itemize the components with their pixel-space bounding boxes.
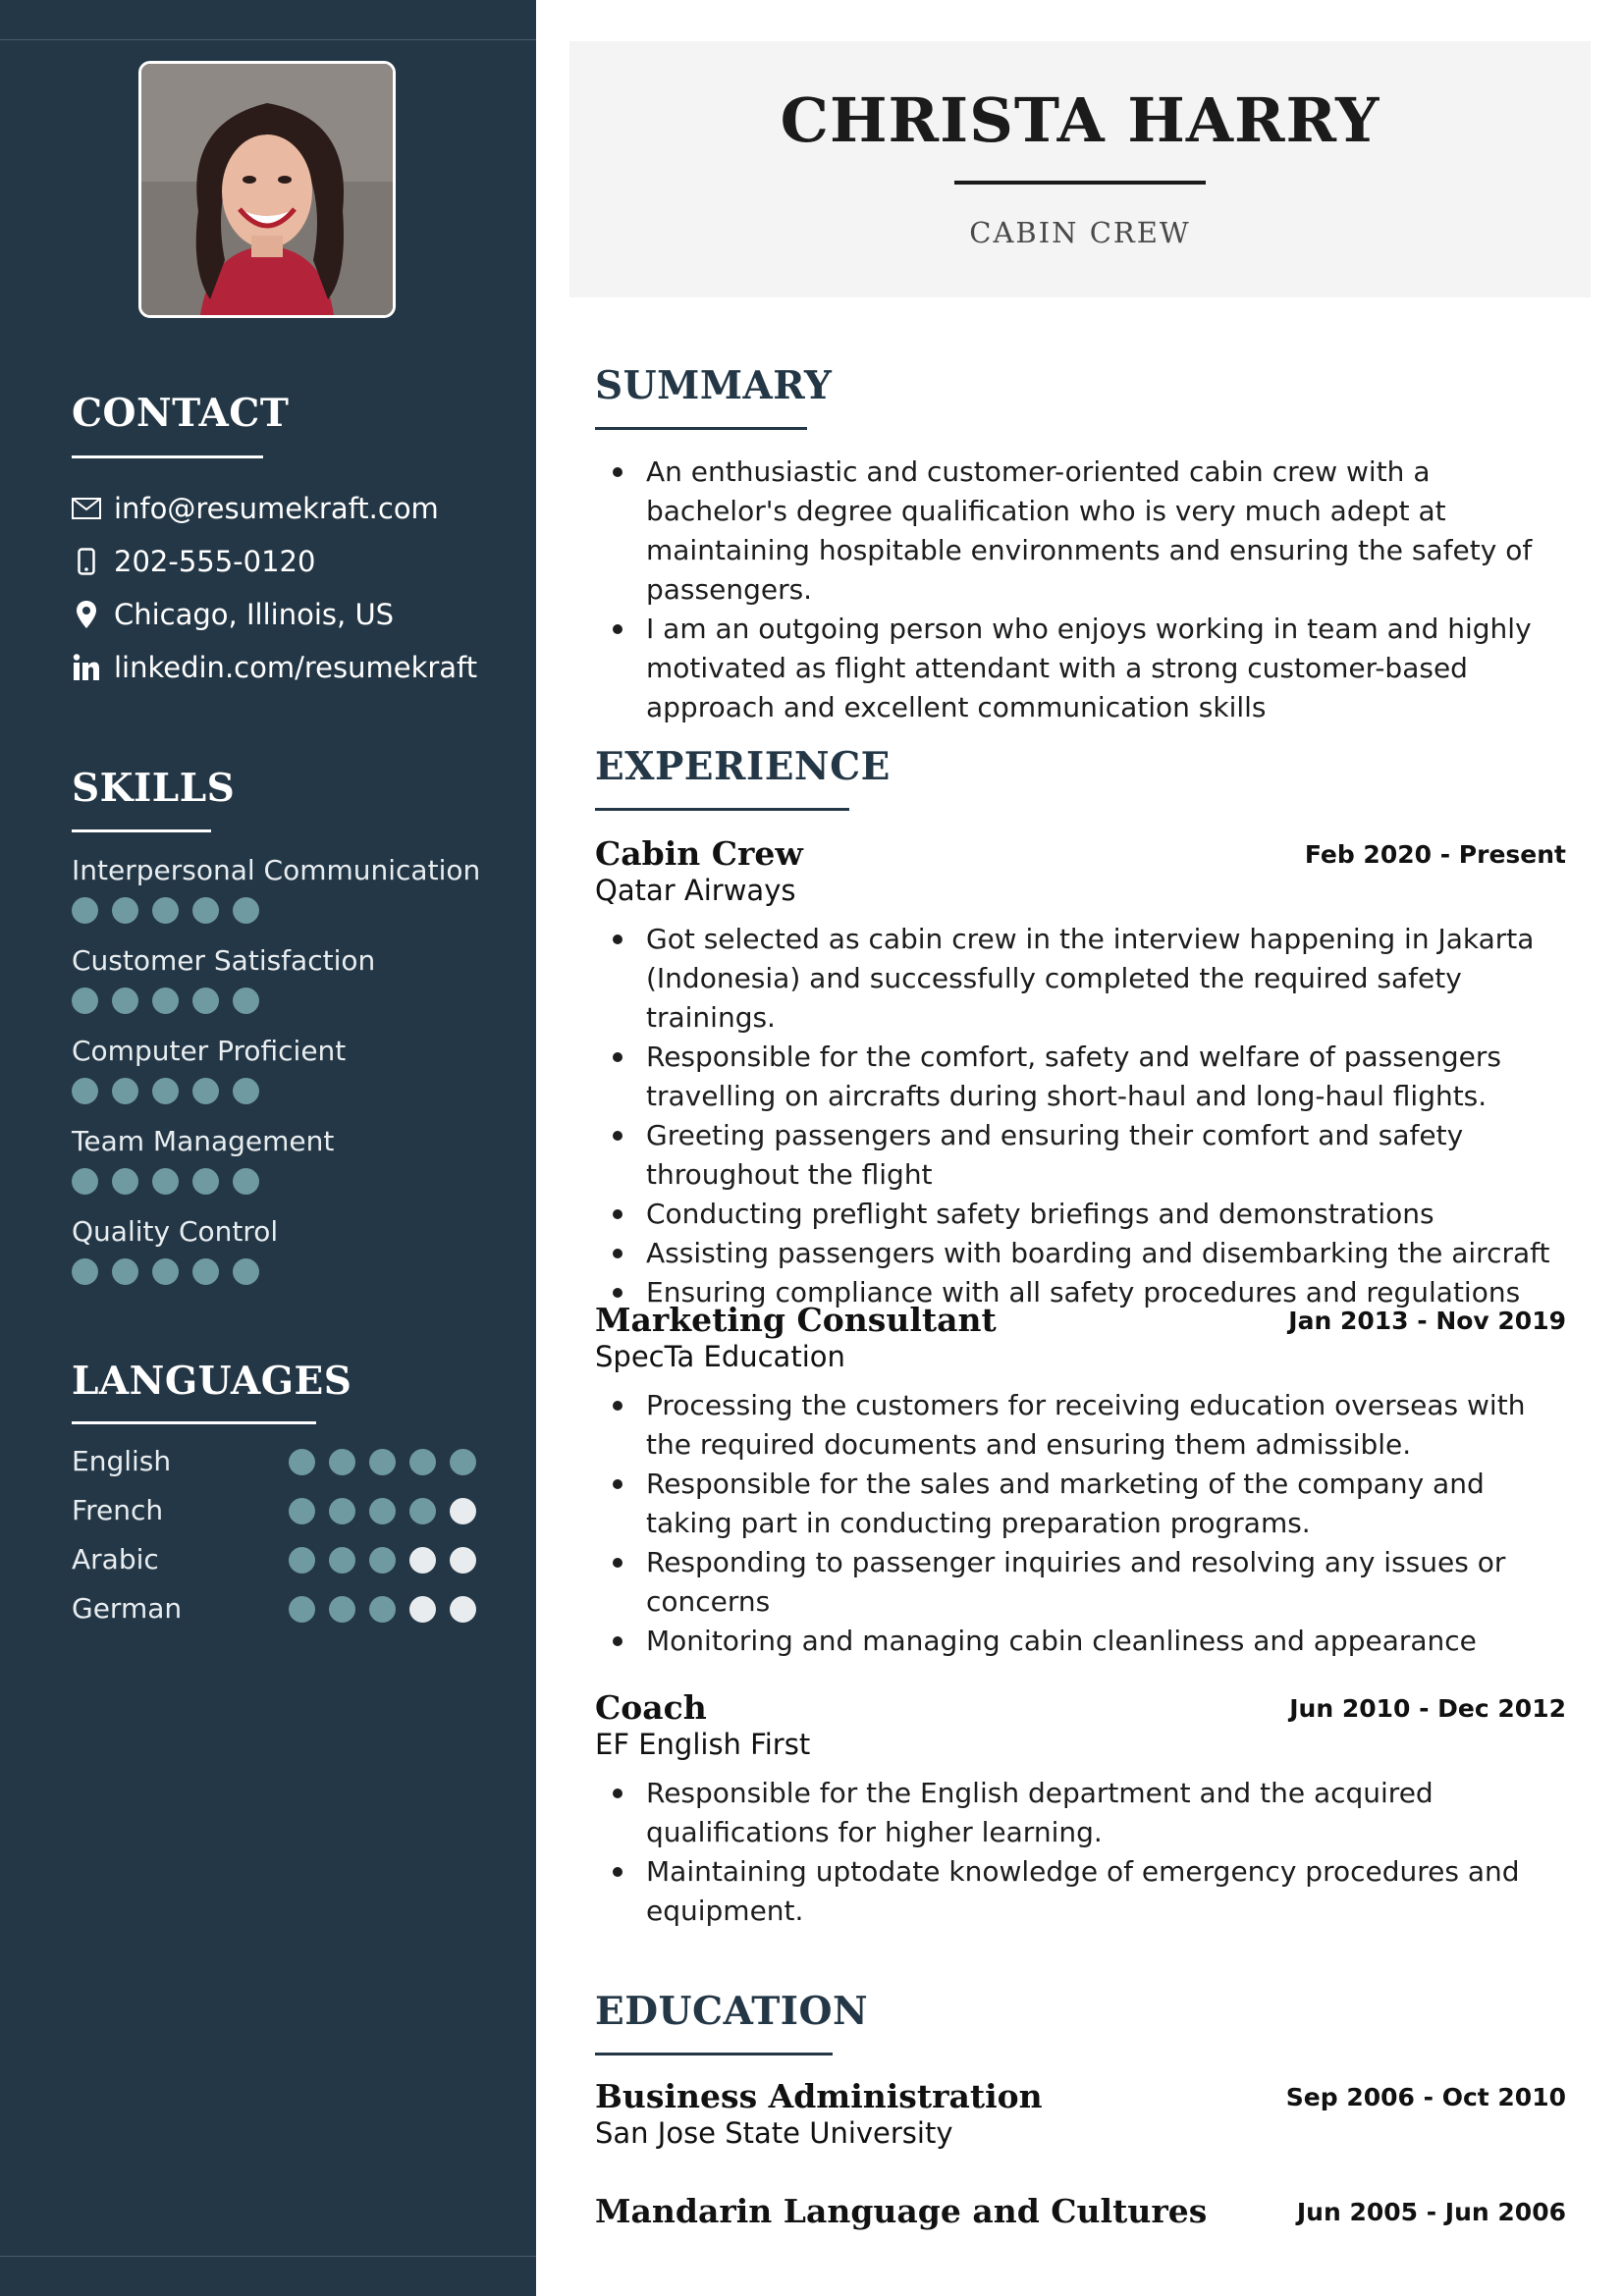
contact-linkedin-text: linkedin.com/resumekraft bbox=[114, 651, 478, 684]
languages-heading-rule bbox=[72, 1421, 316, 1424]
rating-dot-empty bbox=[450, 1596, 476, 1623]
rating-dot-filled bbox=[409, 1498, 436, 1524]
skill-name: Computer Proficient bbox=[72, 1035, 347, 1067]
education-degree: Mandarin Language and Cultures bbox=[595, 2192, 1208, 2230]
skills-heading: SKILLS bbox=[72, 766, 236, 811]
language-rating bbox=[289, 1498, 476, 1524]
location-pin-icon bbox=[72, 600, 101, 629]
skill-rating bbox=[72, 1078, 259, 1104]
contact-phone[interactable] bbox=[72, 542, 315, 581]
rating-dot-filled bbox=[192, 1078, 219, 1104]
rating-dot-filled bbox=[72, 1258, 98, 1285]
rating-dot-filled bbox=[369, 1596, 396, 1623]
contact-phone-text: 202-555-0120 bbox=[114, 545, 316, 578]
rating-dot-filled bbox=[112, 1078, 138, 1104]
rating-dot-filled bbox=[152, 1258, 179, 1285]
rating-dot-empty bbox=[450, 1498, 476, 1524]
rating-dot-filled bbox=[192, 1258, 219, 1285]
summary-heading: SUMMARY bbox=[595, 363, 833, 408]
rating-dot-empty bbox=[450, 1547, 476, 1574]
contact-location bbox=[72, 595, 394, 634]
language-name: French bbox=[72, 1494, 164, 1526]
job-duty: Assisting passengers with boarding and disembarking the aircraft bbox=[595, 1234, 1577, 1273]
rating-dot-filled bbox=[329, 1449, 355, 1475]
education-school: San Jose State University bbox=[595, 2116, 953, 2150]
skill-name: Customer Satisfaction bbox=[72, 944, 376, 977]
rating-dot-filled bbox=[152, 897, 179, 924]
sidebar-bottom-divider bbox=[0, 2256, 536, 2257]
rating-dot-filled bbox=[192, 1168, 219, 1195]
contact-email[interactable] bbox=[72, 489, 439, 528]
education-heading: EDUCATION bbox=[595, 1989, 869, 2034]
experience-heading-rule bbox=[595, 808, 849, 811]
job-title: CABIN CREW bbox=[969, 216, 1191, 249]
rating-dot-filled bbox=[409, 1449, 436, 1475]
job-company: SpecTa Education bbox=[595, 1340, 845, 1373]
rating-dot-filled bbox=[72, 1078, 98, 1104]
rating-dot-filled bbox=[233, 1078, 259, 1104]
linkedin-icon bbox=[72, 653, 101, 682]
profile-photo-illustration bbox=[141, 64, 393, 315]
skill-name: Team Management bbox=[72, 1125, 335, 1157]
rating-dot-filled bbox=[72, 897, 98, 924]
job-duties bbox=[595, 920, 1577, 1312]
summary-heading-rule bbox=[595, 427, 807, 430]
education-dates: Jun 2005 - Jun 2006 bbox=[1296, 2198, 1566, 2226]
job-dates: Feb 2020 - Present bbox=[1304, 840, 1566, 869]
rating-dot-filled bbox=[112, 988, 138, 1014]
language-name: English bbox=[72, 1445, 172, 1477]
language-rating bbox=[289, 1449, 476, 1475]
skills-heading-rule bbox=[72, 829, 211, 832]
job-duty: Greeting passengers and ensuring their comfort and safety throughout the flight bbox=[595, 1116, 1577, 1195]
job-company: EF English First bbox=[595, 1728, 811, 1761]
job-duty: Responsible for the comfort, safety and welfare of passengers travelling on aircrafts during short-haul and long-haul flights. bbox=[595, 1038, 1577, 1116]
rating-dot-filled bbox=[369, 1498, 396, 1524]
language-rating bbox=[289, 1596, 476, 1623]
phone-icon bbox=[72, 547, 101, 576]
job-duty: Responding to passenger inquiries and resolving any issues or concerns bbox=[595, 1543, 1577, 1622]
skill-name: Interpersonal Communication bbox=[72, 854, 481, 886]
rating-dot-filled bbox=[369, 1547, 396, 1574]
rating-dot-filled bbox=[233, 1168, 259, 1195]
job-duty: Responsible for the English department and the acquired qualifications for higher learning. bbox=[595, 1774, 1577, 1852]
summary-list bbox=[595, 453, 1577, 727]
rating-dot-filled bbox=[233, 1258, 259, 1285]
sidebar bbox=[0, 0, 536, 2296]
job-company: Qatar Airways bbox=[595, 874, 796, 907]
skill-rating bbox=[72, 1168, 259, 1195]
summary-bullet: I am an outgoing person who enjoys working in team and highly motivated as flight attendant with a strong customer-based approach and excellent communication skills bbox=[595, 610, 1577, 727]
job-duties bbox=[595, 1774, 1577, 1931]
rating-dot-filled bbox=[329, 1498, 355, 1524]
skill-rating bbox=[72, 1258, 259, 1285]
rating-dot-filled bbox=[329, 1596, 355, 1623]
job-duties bbox=[595, 1386, 1577, 1661]
job-dates: Jun 2010 - Dec 2012 bbox=[1289, 1694, 1566, 1723]
job-duty: Ensuring compliance with all safety procedures and regulations bbox=[595, 1273, 1577, 1312]
rating-dot-filled bbox=[450, 1449, 476, 1475]
contact-linkedin[interactable] bbox=[72, 648, 477, 687]
education-degree: Business Administration bbox=[595, 2077, 1043, 2115]
rating-dot-filled bbox=[289, 1449, 315, 1475]
job-duty: Conducting preflight safety briefings and demonstrations bbox=[595, 1195, 1577, 1234]
rating-dot-filled bbox=[152, 988, 179, 1014]
rating-dot-filled bbox=[289, 1596, 315, 1623]
sidebar-top-divider bbox=[0, 39, 536, 40]
language-name: Arabic bbox=[72, 1543, 159, 1575]
rating-dot-empty bbox=[409, 1596, 436, 1623]
job-dates: Jan 2013 - Nov 2019 bbox=[1288, 1307, 1566, 1335]
job-duty: Responsible for the sales and marketing of the company and taking part in conducting preparation programs. bbox=[595, 1465, 1577, 1543]
education-dates: Sep 2006 - Oct 2010 bbox=[1285, 2083, 1566, 2111]
rating-dot-filled bbox=[72, 1168, 98, 1195]
contact-location-text: Chicago, Illinois, US bbox=[114, 598, 395, 631]
rating-dot-filled bbox=[233, 988, 259, 1014]
rating-dot-filled bbox=[152, 1078, 179, 1104]
name-divider bbox=[954, 181, 1206, 185]
job-duty: Maintaining uptodate knowledge of emergency procedures and equipment. bbox=[595, 1852, 1577, 1931]
rating-dot-filled bbox=[192, 897, 219, 924]
language-name: German bbox=[72, 1592, 183, 1625]
summary-bullet: An enthusiastic and customer-oriented cabin crew with a bachelor's degree qualification who is very much adept at maintaining hospitable environments and ensuring the safety of passengers. bbox=[595, 453, 1577, 610]
job-role: Marketing Consultant bbox=[595, 1301, 997, 1339]
job-role: Coach bbox=[595, 1688, 707, 1727]
job-role: Cabin Crew bbox=[595, 834, 803, 873]
education-heading-rule bbox=[595, 2053, 833, 2056]
contact-heading: CONTACT bbox=[72, 391, 290, 436]
rating-dot-filled bbox=[152, 1168, 179, 1195]
job-duty: Monitoring and managing cabin cleanliness and appearance bbox=[595, 1622, 1577, 1661]
candidate-name: CHRISTA HARRY bbox=[780, 84, 1380, 156]
job-duty: Processing the customers for receiving education overseas with the required documents and ensuring them admissible. bbox=[595, 1386, 1577, 1465]
header bbox=[569, 41, 1591, 297]
rating-dot-filled bbox=[289, 1547, 315, 1574]
rating-dot-filled bbox=[192, 988, 219, 1014]
contact-email-text: info@resumekraft.com bbox=[114, 492, 439, 525]
skill-rating bbox=[72, 897, 259, 924]
rating-dot-filled bbox=[369, 1449, 396, 1475]
profile-photo bbox=[138, 61, 396, 318]
envelope-icon bbox=[72, 494, 101, 523]
job-duty: Got selected as cabin crew in the interview happening in Jakarta (Indonesia) and successfully completed the required safety trainings. bbox=[595, 920, 1577, 1038]
rating-dot-filled bbox=[233, 897, 259, 924]
skill-name: Quality Control bbox=[72, 1215, 279, 1248]
rating-dot-empty bbox=[409, 1547, 436, 1574]
rating-dot-filled bbox=[329, 1547, 355, 1574]
rating-dot-filled bbox=[289, 1498, 315, 1524]
language-rating bbox=[289, 1547, 476, 1574]
contact-heading-rule bbox=[72, 455, 263, 458]
rating-dot-filled bbox=[112, 897, 138, 924]
skill-rating bbox=[72, 988, 259, 1014]
rating-dot-filled bbox=[112, 1168, 138, 1195]
rating-dot-filled bbox=[112, 1258, 138, 1285]
rating-dot-filled bbox=[72, 988, 98, 1014]
experience-heading: EXPERIENCE bbox=[595, 744, 891, 789]
languages-heading: LANGUAGES bbox=[72, 1359, 352, 1404]
